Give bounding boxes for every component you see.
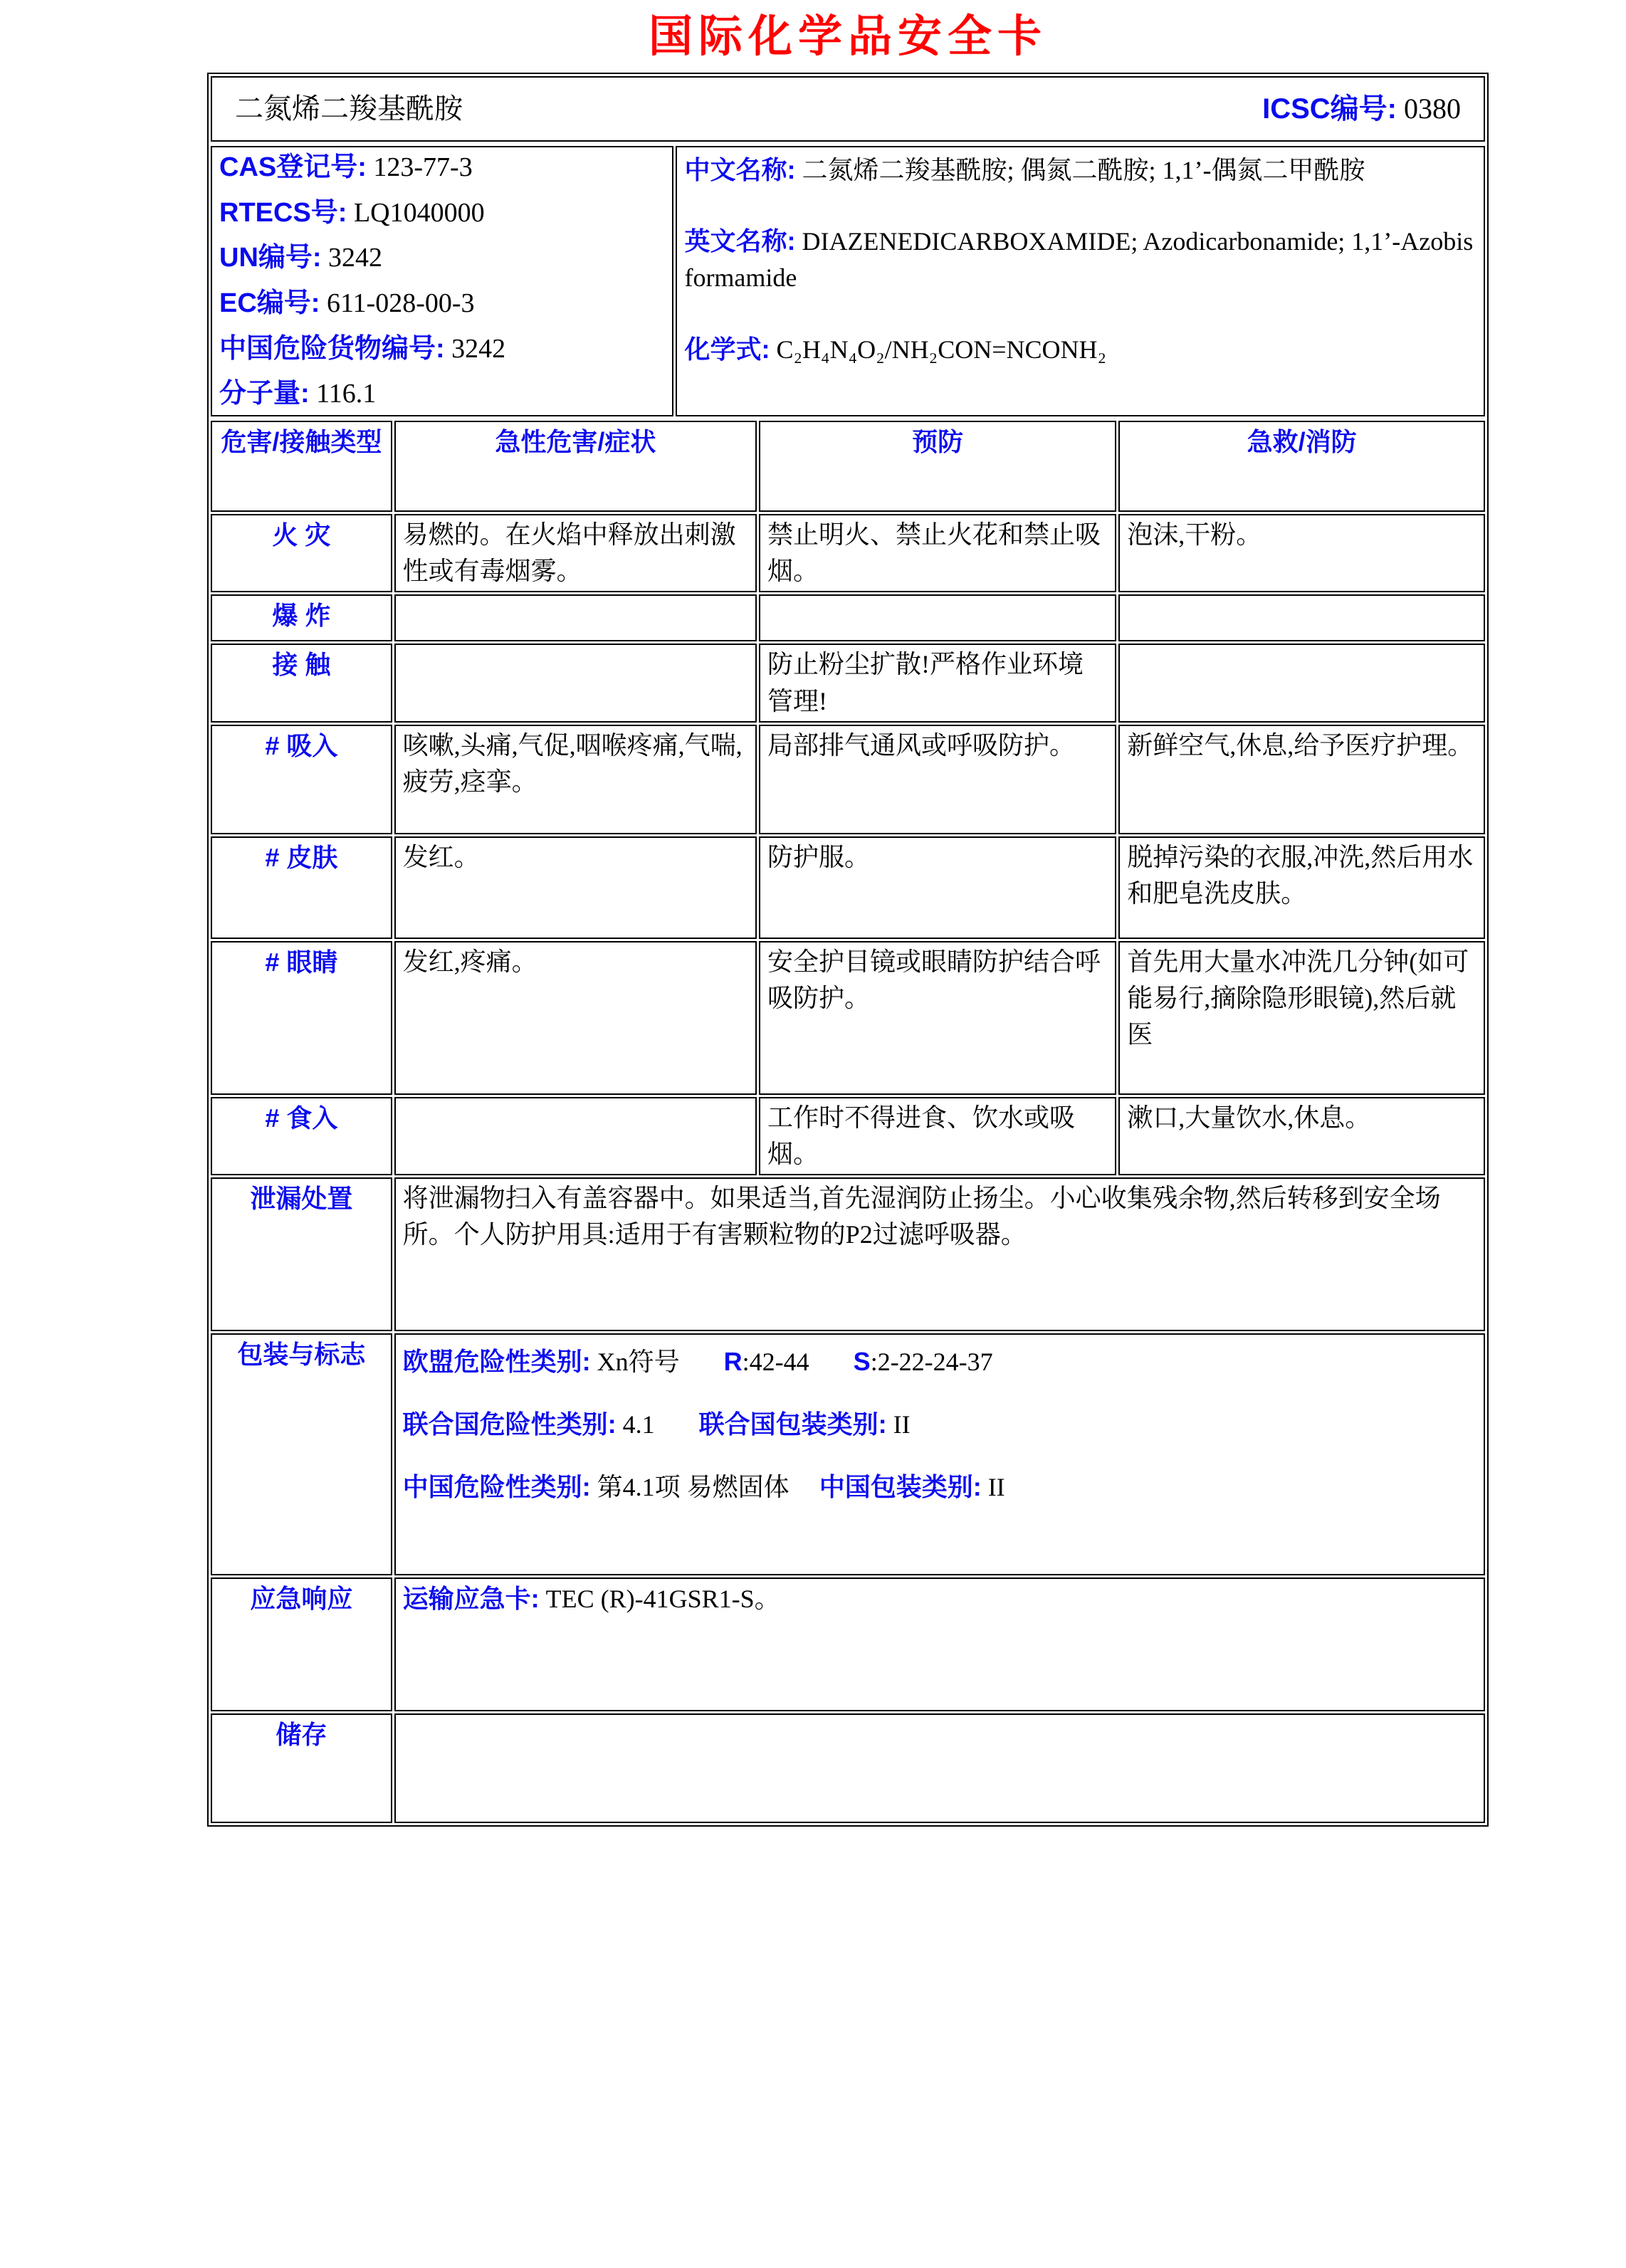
header-acute-symptoms: 急性危害/症状 xyxy=(394,421,757,512)
ingestion-symptoms xyxy=(394,1097,757,1175)
eyes-row-label: # 眼睛 xyxy=(211,941,392,1095)
formula-value: C₂H₄N₄O₂/NH₂CON=NCONH₂ xyxy=(776,335,1107,364)
fire-row-label: 火 灾 xyxy=(211,514,392,592)
skin-symptoms: 发红。 xyxy=(394,836,757,939)
china-class-line xyxy=(403,1469,1476,1506)
table-row-inhalation xyxy=(211,725,1485,834)
name-bar xyxy=(219,79,1476,139)
inhalation-prevention: 局部排气通风或呼吸防护。 xyxy=(759,725,1116,834)
identification-right-cell xyxy=(676,146,1485,416)
china-hazard-class-label: 中国危险性类别: xyxy=(402,1472,591,1502)
ec-label: EC编号: xyxy=(219,288,320,319)
chinese-name-label: 中文名称: xyxy=(684,155,796,185)
hazard-header-row xyxy=(211,421,1485,512)
un-hazard-class-value: 4.1 xyxy=(622,1409,655,1439)
ec-number-line xyxy=(219,285,665,323)
packaging-labelling-content xyxy=(394,1333,1485,1575)
header-hazard-type: 危害/接触类型 xyxy=(211,421,392,512)
un-class-line xyxy=(403,1406,1476,1443)
skin-row-label: # 皮肤 xyxy=(211,836,392,939)
molecular-weight-label: 分子量: xyxy=(219,379,310,409)
molecular-weight-value: 116.1 xyxy=(316,379,377,409)
transport-emergency-card-value: TEC (R)-41GSR1-S。 xyxy=(545,1584,780,1613)
safety-card xyxy=(207,73,1489,1827)
un-packing-group-label: 联合国包装类别: xyxy=(698,1409,887,1439)
hazard-table xyxy=(209,419,1487,1825)
identifier-list xyxy=(219,149,665,414)
china-packing-group-value: II xyxy=(987,1473,1005,1502)
eyes-first-aid: 首先用大量水冲洗几分钟(如可能易行,摘除隐形眼镜),然后就医 xyxy=(1118,941,1485,1095)
emergency-response-label: 应急响应 xyxy=(211,1577,392,1711)
identification-left-cell xyxy=(211,146,673,416)
eu-hazard-class-label: 欧盟危险性类别: xyxy=(402,1346,591,1376)
table-row-packaging-labelling xyxy=(211,1333,1485,1575)
table-row-contact xyxy=(211,644,1485,722)
contact-first-aid xyxy=(1118,644,1485,722)
rtecs-value: LQ1040000 xyxy=(353,197,485,228)
r-phrases-value: :42-44 xyxy=(742,1347,809,1376)
header-first-aid: 急救/消防 xyxy=(1118,421,1485,512)
un-packing-group-value: II xyxy=(893,1409,911,1439)
identification-table xyxy=(209,144,1487,419)
transport-emergency-card-label: 运输应急卡: xyxy=(402,1583,540,1613)
rtecs-number-line xyxy=(219,194,665,233)
table-row-spill-disposal xyxy=(211,1177,1485,1331)
table-row-eyes xyxy=(211,941,1485,1095)
un-label: UN编号: xyxy=(219,243,322,273)
emergency-response-content xyxy=(394,1577,1485,1711)
contact-symptoms xyxy=(394,644,757,722)
chemical-name: 二氮烯二羧基酰胺 xyxy=(235,92,463,125)
rtecs-label: RTECS号: xyxy=(219,197,347,228)
china-dg-number-line xyxy=(219,330,665,369)
china-hazard-class-value: 第4.1项 易燃固体 xyxy=(597,1473,790,1502)
icsc-label: ICSC编号: xyxy=(1262,93,1397,125)
cas-value: 123-77-3 xyxy=(373,152,473,183)
storage-content xyxy=(394,1713,1485,1823)
table-row-fire xyxy=(211,514,1485,592)
eu-hazard-class-line xyxy=(403,1343,1476,1380)
un-hazard-class-label: 联合国危险性类别: xyxy=(402,1409,617,1439)
china-dg-label: 中国危险货物编号: xyxy=(219,333,445,364)
fire-first-aid: 泡沫,干粉。 xyxy=(1118,514,1485,592)
inhalation-symptoms: 咳嗽,头痛,气促,咽喉疼痛,气喘,疲劳,痉挛。 xyxy=(394,725,757,834)
table-row-storage xyxy=(211,1713,1485,1823)
icsc-number: 0380 xyxy=(1404,92,1461,125)
explosion-row-label: 爆 炸 xyxy=(211,594,392,641)
spill-disposal-text: 将泄漏物扫入有盖容器中。如果适当,首先湿润防止扬尘。小心收集残余物,然后转移到安全场所。个人防护用具:适用于有害颗粒物的P2过滤呼吸器。 xyxy=(394,1177,1485,1331)
ingestion-first-aid: 漱口,大量饮水,休息。 xyxy=(1118,1097,1485,1175)
un-value: 3242 xyxy=(328,243,383,273)
explosion-prevention xyxy=(759,594,1116,641)
s-phrases-label: S xyxy=(853,1346,871,1376)
formula-block xyxy=(684,331,1476,368)
skin-prevention: 防护服。 xyxy=(759,836,1116,939)
china-dg-value: 3242 xyxy=(451,333,506,364)
chinese-name-block xyxy=(684,152,1476,189)
name-header-table xyxy=(209,74,1487,144)
inhalation-row-label: # 吸入 xyxy=(211,725,392,834)
contact-prevention: 防止粉尘扩散!严格作业环境管理! xyxy=(759,644,1116,722)
eyes-symptoms: 发红,疼痛。 xyxy=(394,941,757,1095)
packaging-labelling-label: 包装与标志 xyxy=(211,1333,392,1575)
table-row-skin xyxy=(211,836,1485,939)
table-row-explosion xyxy=(211,594,1485,641)
china-packing-group-label: 中国包装类别: xyxy=(819,1472,982,1502)
ingestion-row-label: # 食入 xyxy=(211,1097,392,1175)
formula-label: 化学式: xyxy=(684,334,770,364)
english-name-value: DIAZENEDICARBOXAMIDE; Azodicarbonamide; 1,1’-Azobisformamide xyxy=(684,227,1474,293)
explosion-symptoms xyxy=(394,594,757,641)
name-header-cell xyxy=(211,76,1485,142)
skin-first-aid: 脱掉污染的衣服,冲洗,然后用水和肥皂洗皮肤。 xyxy=(1118,836,1485,939)
s-phrases-value: :2-22-24-37 xyxy=(870,1347,993,1376)
spill-disposal-label: 泄漏处置 xyxy=(211,1177,392,1331)
table-row-ingestion xyxy=(211,1097,1485,1175)
table-row-emergency-response xyxy=(211,1577,1485,1711)
header-prevention: 预防 xyxy=(759,421,1116,512)
english-name-block xyxy=(684,223,1476,296)
ec-value: 611-028-00-3 xyxy=(326,288,475,319)
inhalation-first-aid: 新鲜空气,休息,给予医疗护理。 xyxy=(1118,725,1485,834)
ingestion-prevention: 工作时不得进食、饮水或吸烟。 xyxy=(759,1097,1116,1175)
icsc-number-group xyxy=(1262,89,1461,130)
explosion-first-aid xyxy=(1118,594,1485,641)
contact-row-label: 接 触 xyxy=(211,644,392,722)
cas-label: CAS登记号: xyxy=(219,152,367,183)
storage-label: 储存 xyxy=(211,1713,392,1823)
page-title: 国际化学品安全卡 xyxy=(648,12,1047,61)
fire-prevention: 禁止明火、禁止火花和禁止吸烟。 xyxy=(759,514,1116,592)
eyes-prevention: 安全护目镜或眼睛防护结合呼吸防护。 xyxy=(759,941,1116,1095)
molecular-weight-line xyxy=(219,375,665,414)
chinese-name-value: 二氮烯二羧基酰胺; 偶氮二酰胺; 1,1’-偶氮二甲酰胺 xyxy=(802,156,1365,185)
english-name-label: 英文名称: xyxy=(684,226,796,256)
cas-number-line xyxy=(219,149,665,187)
r-phrases-label: R xyxy=(723,1346,743,1376)
fire-symptoms: 易燃的。在火焰中释放出刺激性或有毒烟雾。 xyxy=(394,514,757,592)
un-number-line xyxy=(219,239,665,278)
eu-hazard-class-value: Xn符号 xyxy=(597,1347,680,1376)
